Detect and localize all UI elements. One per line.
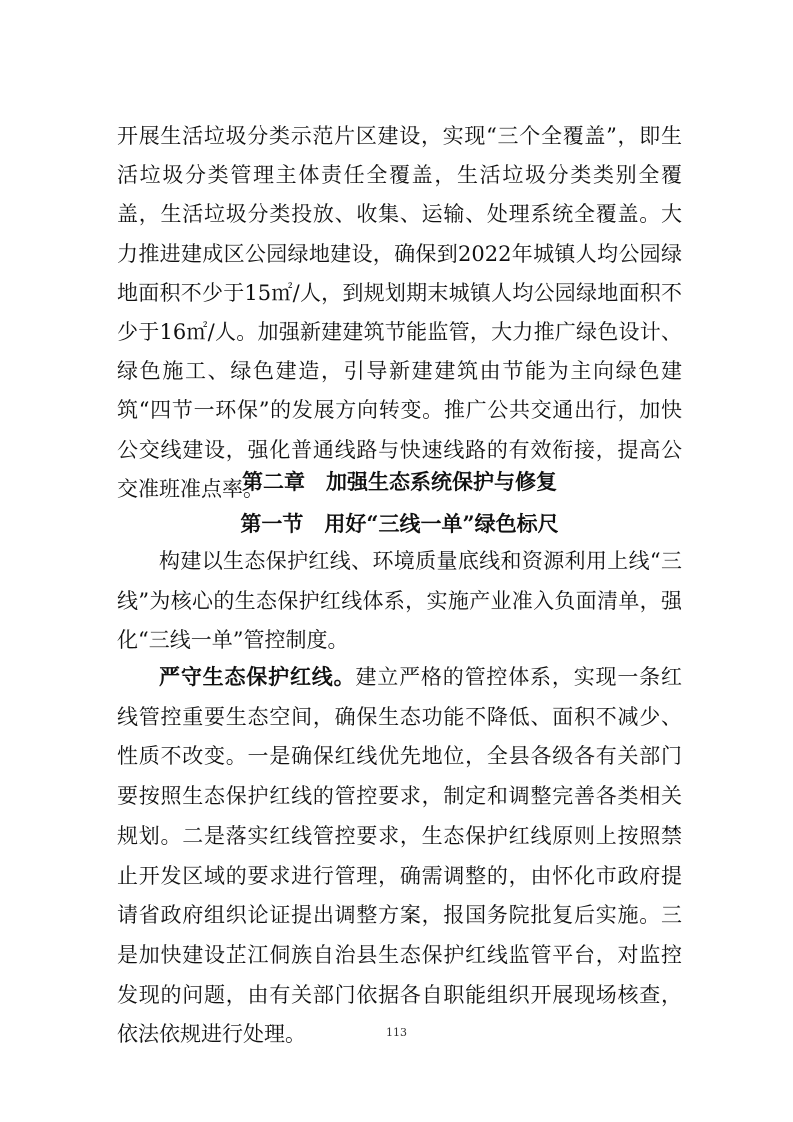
paragraph-3-body: 建立严格的管控体系，实现一条红线管控重要生态空间，确保生态功能不降低、面积不减少、性质不改变。一是确保红线优先地位，全县各级各有关部门要按照生态保护红线的管控要求，制定和调整完善各类相关规划。二是落实红线管控要求，生态保护红线原则上按照禁止开发区域的要求进行管理，确需调整的，由怀化市政府提请省政府组织论证提出调整方案，报国务院批复后实施。三是加快建设芷江侗族自治县生态保护红线监管平台，对监控发现的问题，由有关部门依据各自职能组织开展现场核查，依法依规进行处理。 — [117, 665, 683, 1047]
paragraph-3-lead: 严守生态保护红线。 — [159, 664, 356, 689]
page-number: 113 — [386, 1026, 407, 1039]
body-paragraph-2: 构建以生态保护红线、环境质量底线和资源利用上线“三线”为核心的生态保护红线体系，实施产业准入负面清单，强化“三线一单”管控制度。 — [117, 549, 682, 652]
body-paragraph-1: 开展生活垃圾分类示范片区建设，实现“三个全覆盖”，即生活垃圾分类管理主体责任全覆盖，生活垃圾分类类别全覆盖，生活垃圾分类投放、收集、运输、处理系统全覆盖。大力推进建成区公园绿地建设，确保到2022年城镇人均公园绿地面积不少于15㎡/人，到规划期末城镇人均公园绿地面积不少于16㎡/人。加强新建建筑节能监管，大力推广绿色设计、绿色施工、绿色建造，引导新建建筑由节能为主向绿色建筑“四节一环保”的发展方向转变。推广公共交通出行，加快公交线建设，强化普通线路与快速线路的有效衔接，提高公交准班准点率。 — [117, 124, 682, 501]
section-title: 第一节 用好“三线一单”绿色标尺 — [240, 511, 559, 536]
body-paragraph-3 — [117, 657, 682, 1055]
chapter-title: 第二章 加强生态系统保护与修复 — [242, 470, 557, 494]
